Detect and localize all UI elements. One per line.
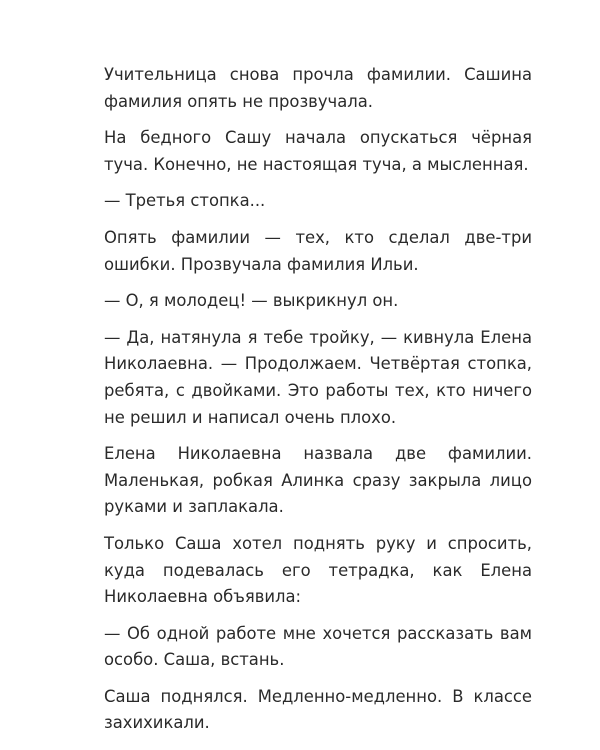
paragraph: Только Саша хотел поднять руку и спросить, куда подевалась его тетрадка, как Елена Николаевна объявила: [104, 533, 532, 607]
paragraph: — Об одной работе мне хочется рассказать вам особо. Саша, встань. [104, 623, 532, 670]
paragraph: На бедного Сашу начала опускаться чёрная туча. Конечно, не настоящая туча, а мысленная. [104, 128, 532, 174]
paragraph: — О, я молодец! — выкрикнул он. [104, 291, 399, 311]
paragraph: — Да, натянула я тебе тройку, — кивнула Елена Николаевна. — Продолжаем. Четвёртая стопка, ребята, с двойками. Это работы тех, кто ничего не решил и написал очень плохо. [104, 327, 532, 427]
paragraph: Опять фамилии — тех, кто сделал две-три ошибки. Прозвучала фамилия Ильи. [104, 227, 532, 274]
paragraph: Саша поднялся. Медленно-медленно. В классе захихикали. [104, 686, 532, 733]
paragraph: Учительница снова прочла фамилии. Сашина фамилия опять не прозвучала. [104, 65, 532, 111]
paragraph: Елена Николаевна назвала две фамилии. Маленькая, робкая Алинка сразу закрыла лицо руками и заплакала. [104, 444, 532, 517]
paragraph: — Третья стопка... [104, 191, 266, 211]
text-column [104, 62, 532, 747]
